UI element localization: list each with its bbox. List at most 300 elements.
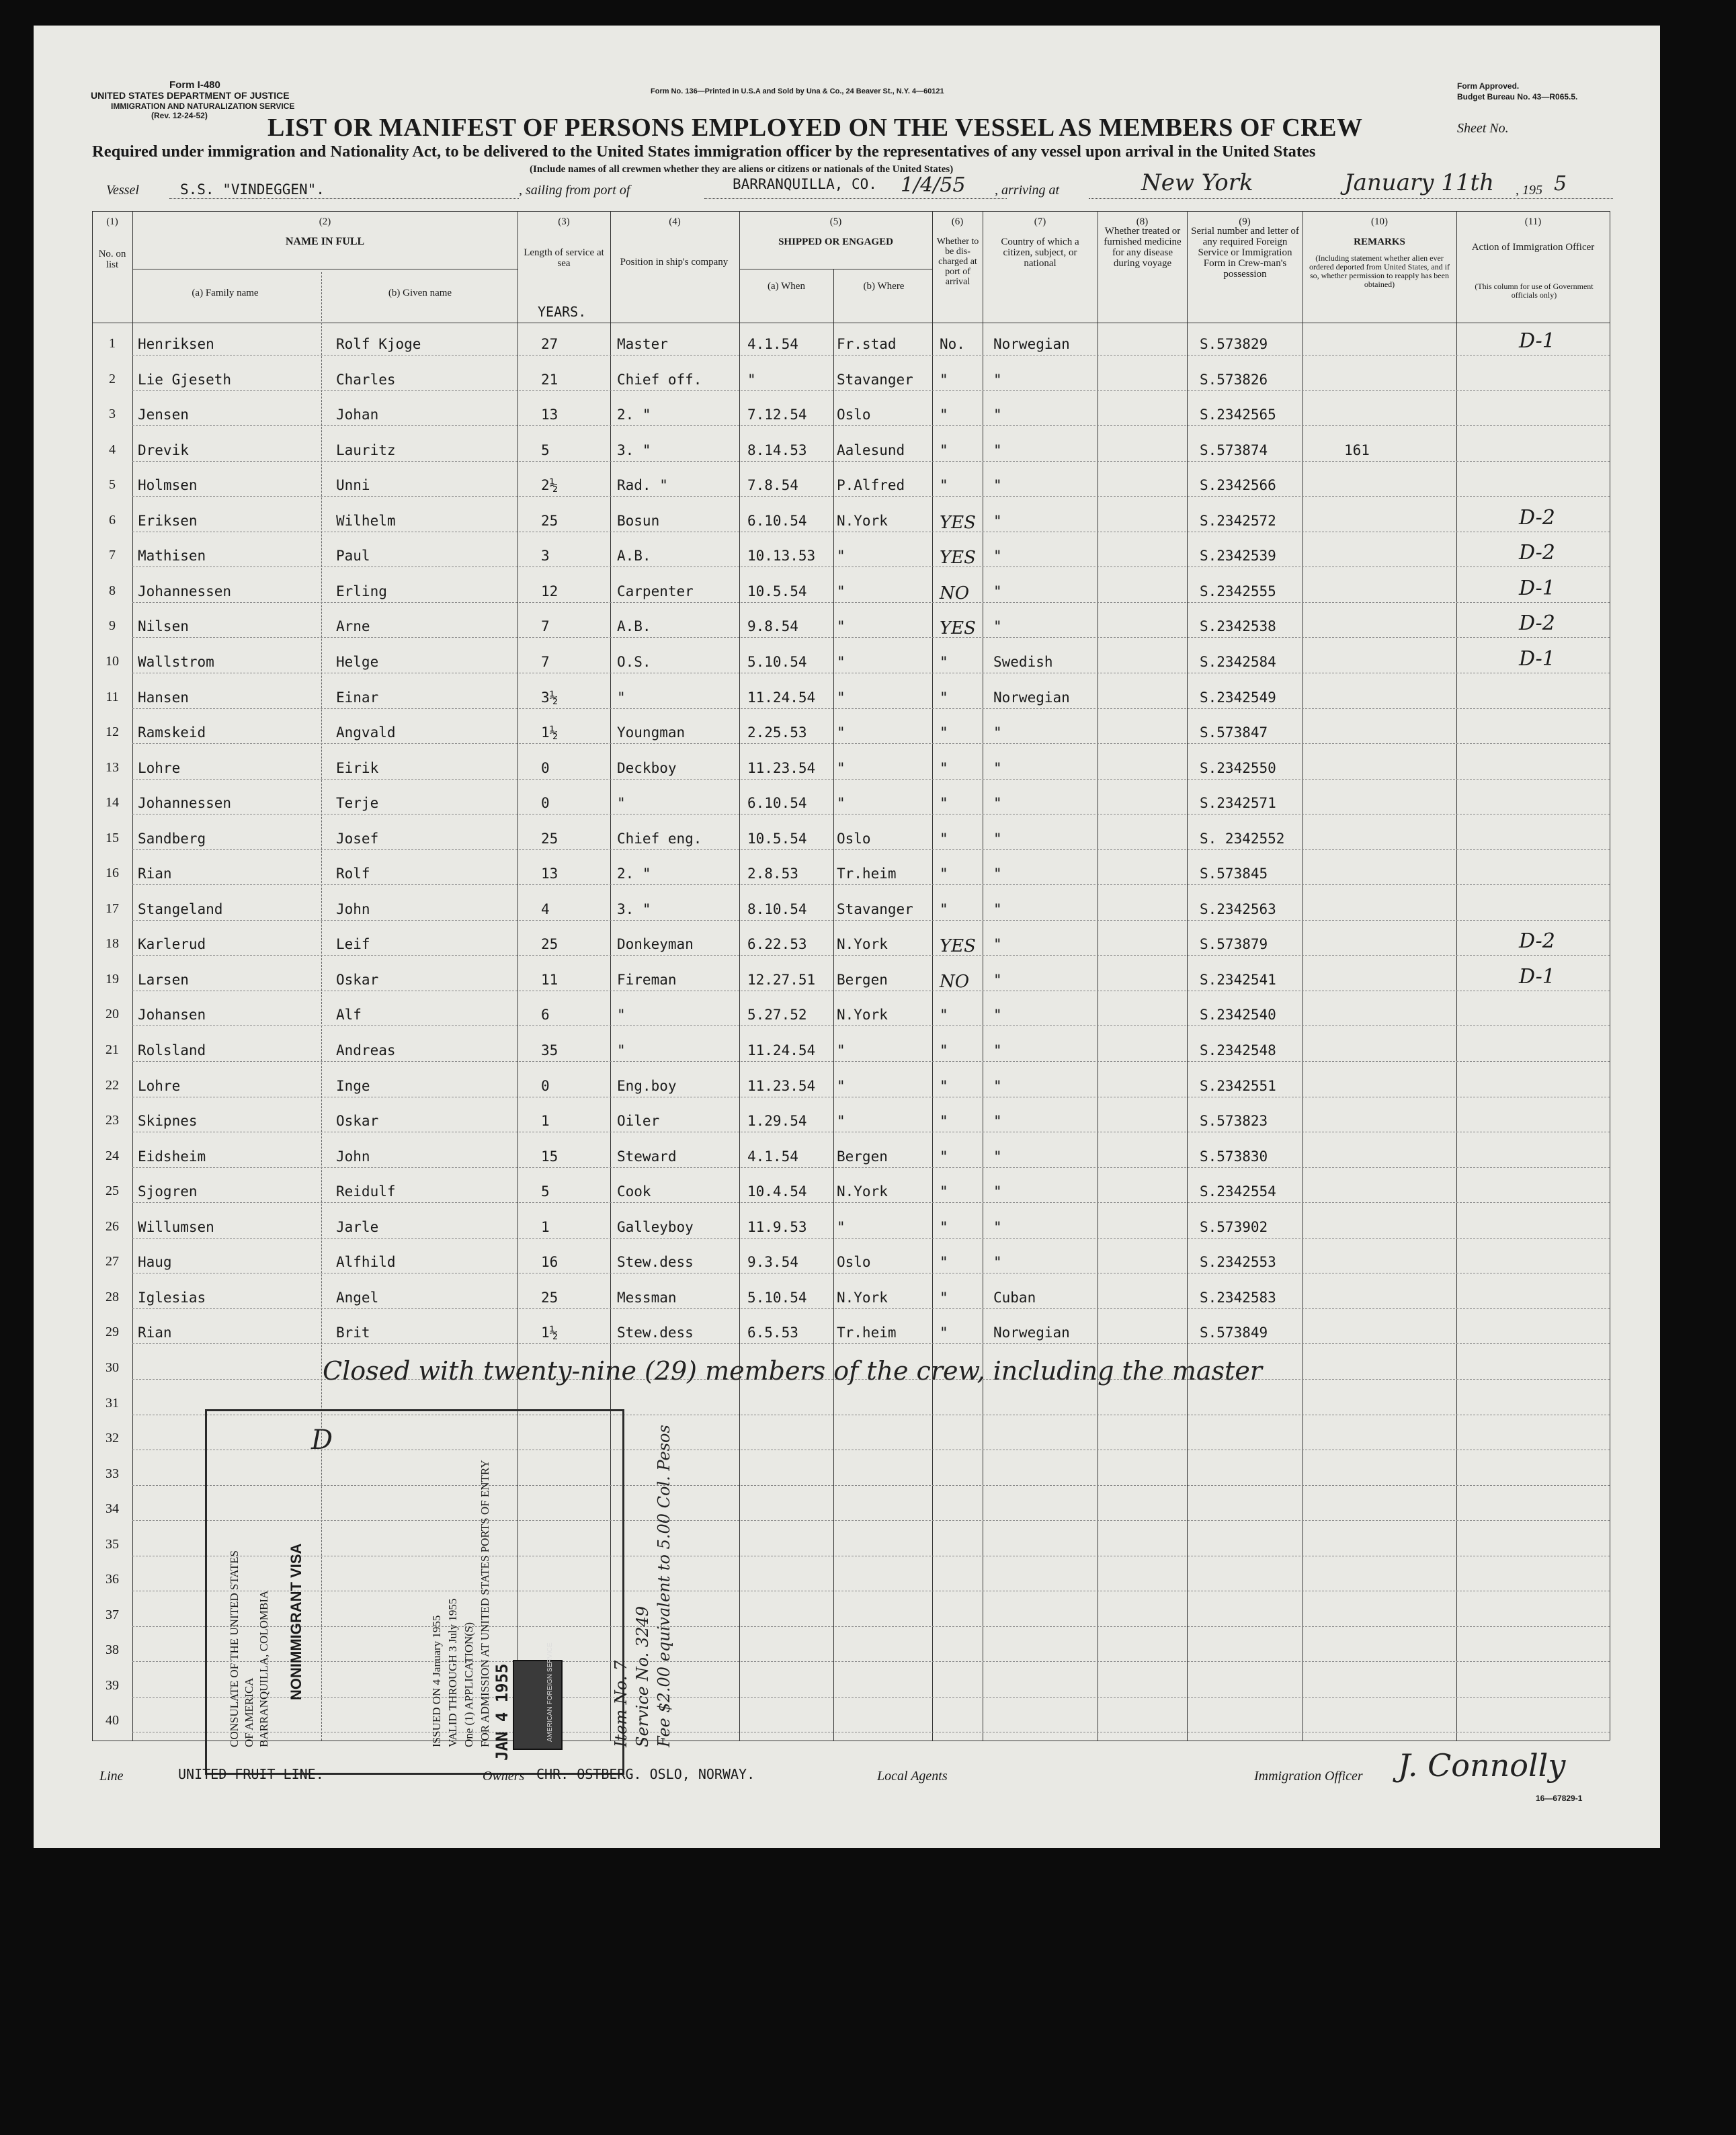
cell-position: Rad. " [617, 477, 668, 494]
owners-value: CHR. OSTBERG. OSLO, NORWAY. [536, 1766, 755, 1782]
cell-given-name: Alf [336, 1007, 362, 1023]
cell-shipped-when: 9.8.54 [747, 618, 798, 635]
row-number: 11 [106, 689, 119, 704]
local-agents-label: Local Agents [877, 1769, 948, 1784]
cell-years-of-service: 0 [541, 1077, 550, 1094]
cell-shipped-where: Oslo [837, 830, 871, 847]
colnum-4: (4) [669, 216, 681, 227]
cell-serial-number: S.2342550 [1200, 759, 1276, 776]
row-number: 36 [106, 1572, 119, 1587]
cell-shipped-where: " [837, 618, 845, 635]
cell-discharged: NO [940, 583, 970, 603]
cell-family-name: Rian [138, 866, 172, 882]
cell-discharged: " [940, 1254, 948, 1271]
header-serial: Serial number and letter of any required Foreign Service or Immigration Form in Crew-man's possession [1191, 226, 1299, 280]
budget-bureau: Budget Bureau No. 43—R065.5. [1457, 92, 1578, 101]
cell-position: Carpenter [617, 583, 694, 599]
cell-given-name: Leif [336, 936, 370, 953]
cell-position: O.S. [617, 653, 651, 670]
cell-discharged: " [940, 795, 948, 812]
cell-given-name: Helge [336, 653, 379, 670]
cell-given-name: John [336, 1148, 370, 1165]
cell-family-name: Eriksen [138, 512, 198, 529]
vessel-underline [169, 198, 519, 199]
cell-shipped-when: 8.10.54 [747, 901, 807, 917]
cell-shipped-when: 2.25.53 [747, 724, 807, 741]
cell-discharged: NO [940, 971, 970, 992]
cell-country: " [993, 724, 1002, 741]
cell-position: Fireman [617, 971, 677, 988]
header-remarks: REMARKS [1354, 237, 1405, 247]
stamp-fee: Fee $2.00 equivalent to 5.00 Col. Pesos [655, 1425, 673, 1747]
cell-position: Galleyboy [617, 1218, 694, 1235]
cell-given-name: Oskar [336, 1113, 379, 1130]
row-number: 1 [109, 336, 116, 351]
cell-serial-number: S.2342571 [1200, 795, 1276, 812]
arriving-port: New York [1141, 169, 1253, 196]
stamp-issued: ISSUED ON 4 January 1955 [430, 1615, 443, 1747]
cell-shipped-when: 7.12.54 [747, 407, 807, 423]
cell-years-of-service: 21 [541, 371, 559, 388]
cell-shipped-where: " [837, 724, 845, 741]
row-rule [132, 1061, 1610, 1062]
row-number: 32 [106, 1431, 119, 1446]
cell-discharged: " [940, 724, 948, 741]
cell-years-of-service: 25 [541, 936, 559, 953]
row-number: 29 [106, 1325, 119, 1340]
cell-discharged: YES [940, 618, 976, 639]
cell-position: " [617, 689, 626, 706]
row-number: 35 [106, 1536, 119, 1552]
row-rule [132, 743, 1610, 744]
row-number: 37 [106, 1607, 119, 1622]
row-number: 18 [106, 936, 119, 952]
row-number: 9 [109, 618, 116, 634]
cell-shipped-when: 9.3.54 [747, 1254, 798, 1271]
cell-family-name: Rian [138, 1325, 172, 1341]
colnum-11: (11) [1524, 216, 1542, 227]
cell-shipped-when: 5.10.54 [747, 653, 807, 670]
row-number: 19 [106, 971, 119, 987]
row-rule [132, 849, 1610, 850]
cell-serial-number: S.2342541 [1200, 971, 1276, 988]
cell-given-name: Rolf Kjoge [336, 336, 421, 352]
cell-years-of-service: 5 [541, 1183, 550, 1200]
page-title: LIST OR MANIFEST OF PERSONS EMPLOYED ON THE VESSEL AS MEMBERS OF CREW [267, 114, 1363, 142]
cell-family-name: Nilsen [138, 618, 189, 635]
cell-shipped-where: Bergen [837, 1148, 888, 1165]
cell-years-of-service: 1½ [541, 724, 559, 741]
cell-country: Swedish [993, 653, 1053, 670]
arriving-label: , arriving at [995, 183, 1060, 198]
cell-years-of-service: 0 [541, 795, 550, 812]
cell-family-name: Lie Gjeseth [138, 371, 232, 388]
cell-country: " [993, 759, 1002, 776]
row-number: 33 [106, 1466, 119, 1481]
cell-shipped-when: 10.4.54 [747, 1183, 807, 1200]
cell-shipped-when: 5.27.52 [747, 1007, 807, 1023]
cell-given-name: Josef [336, 830, 379, 847]
row-number: 2 [109, 371, 116, 386]
row-number: 20 [106, 1007, 119, 1022]
header-name-in-full: NAME IN FULL [285, 236, 365, 247]
cell-years-of-service: 13 [541, 866, 559, 882]
cell-shipped-when: 11.24.54 [747, 1042, 816, 1058]
row-number: 39 [106, 1677, 119, 1693]
cell-shipped-where: Aalesund [837, 442, 905, 458]
cell-discharged: " [940, 1183, 948, 1200]
cell-serial-number: S.2342549 [1200, 689, 1276, 706]
cell-family-name: Rolsland [138, 1042, 206, 1058]
row-rule [132, 637, 1610, 638]
cell-discharged: " [940, 1113, 948, 1130]
cell-shipped-where: Stavanger [837, 371, 913, 388]
cell-years-of-service: 16 [541, 1254, 559, 1271]
cell-years-of-service: 3 [541, 548, 550, 564]
cell-discharged: " [940, 1042, 948, 1058]
row-number: 28 [106, 1289, 119, 1304]
cell-shipped-when: 11.9.53 [747, 1218, 807, 1235]
header-years-unit: YEARS. [538, 304, 587, 320]
row-rule [132, 1308, 1610, 1309]
cell-years-of-service: 25 [541, 512, 559, 529]
stamp-consulate-line-3: BARRANQUILLA, COLOMBIA [257, 1590, 270, 1747]
header-position: Position in ship's company [620, 257, 729, 267]
row-number: 26 [106, 1218, 119, 1234]
cell-position: " [617, 795, 626, 812]
colnum-8: (8) [1136, 216, 1149, 227]
header-medicine: Whether treated or furnished medicine for any disease during voyage [1104, 226, 1182, 269]
stamp-applications: One (1) APPLICATION(S) [462, 1622, 475, 1747]
cell-position: Cook [617, 1183, 651, 1200]
cell-position: Eng.boy [617, 1077, 677, 1094]
cell-position: Stew.dess [617, 1325, 694, 1341]
cell-given-name: Rolf [336, 866, 370, 882]
cell-years-of-service: 4 [541, 901, 550, 917]
cell-family-name: Eidsheim [138, 1148, 206, 1165]
cell-serial-number: S.573830 [1200, 1148, 1268, 1165]
cell-remarks: 161 [1344, 442, 1370, 458]
cell-position: Donkeyman [617, 936, 694, 953]
cell-years-of-service: 1½ [541, 1325, 559, 1341]
cell-given-name: Paul [336, 548, 370, 564]
row-number: 23 [106, 1113, 119, 1128]
cell-years-of-service: 7 [541, 618, 550, 635]
colnum-3: (3) [558, 216, 570, 227]
cell-serial-number: S.2342540 [1200, 1007, 1276, 1023]
cell-years-of-service: 6 [541, 1007, 550, 1023]
fee-stamp [513, 1642, 563, 1750]
row-number: 13 [106, 759, 119, 775]
cell-family-name: Wallstrom [138, 653, 214, 670]
cell-given-name: Wilhelm [336, 512, 396, 529]
cell-country: " [993, 1113, 1002, 1130]
cell-shipped-where: " [837, 1218, 845, 1235]
row-rule [132, 955, 1610, 956]
cell-shipped-where: " [837, 689, 845, 706]
header-where: (b) Where [863, 281, 905, 292]
cell-action-code: D-1 [1519, 576, 1555, 600]
cell-shipped-where: " [837, 1042, 845, 1058]
cell-serial-number: S.573845 [1200, 866, 1268, 882]
cell-years-of-service: 13 [541, 407, 559, 423]
cell-discharged: " [940, 1289, 948, 1306]
row-number: 7 [109, 548, 116, 563]
cell-family-name: Willumsen [138, 1218, 214, 1235]
col-border-8 [1187, 211, 1188, 1741]
header-when: (a) When [768, 281, 805, 292]
stamp-consulate-line-2: OF AMERICA [243, 1677, 255, 1747]
row-number: 16 [106, 866, 119, 881]
row-rule [132, 461, 1610, 462]
cell-discharged: " [940, 1077, 948, 1094]
cell-serial-number: S.2342548 [1200, 1042, 1276, 1058]
cell-country: " [993, 1077, 1002, 1094]
cell-years-of-service: 1 [541, 1218, 550, 1235]
page-subnote: (Include names of all crewmen whether they are aliens or citizens or nationals of the United States) [530, 164, 954, 175]
col-border-1 [132, 211, 133, 1741]
cell-country: " [993, 1218, 1002, 1235]
cell-given-name: Einar [336, 689, 379, 706]
cell-discharged: " [940, 407, 948, 423]
cell-position: Bosun [617, 512, 660, 529]
stamp-visa-type: NONIMMIGRANT VISA [288, 1543, 304, 1700]
cell-position: Chief off. [617, 371, 702, 388]
vessel-name: S.S. "VINDEGGEN". [180, 181, 325, 198]
cell-shipped-where: N.York [837, 1007, 888, 1023]
cell-years-of-service: 0 [541, 759, 550, 776]
header-action-note: (This column for use of Government officials only) [1475, 282, 1594, 300]
row-number: 38 [106, 1642, 119, 1658]
agency-line-1: UNITED STATES DEPARTMENT OF JUSTICE [91, 90, 290, 101]
cell-shipped-when: 6.10.54 [747, 795, 807, 812]
cell-shipped-when: 4.1.54 [747, 1148, 798, 1165]
row-rule [132, 884, 1610, 885]
col-border-10 [1456, 211, 1457, 1741]
cell-serial-number: S.573826 [1200, 371, 1268, 388]
cell-shipped-where: " [837, 759, 845, 776]
agency-line-2: IMMIGRATION AND NATURALIZATION SERVICE [111, 101, 295, 111]
cell-position: 2. " [617, 407, 651, 423]
cell-discharged: " [940, 653, 948, 670]
stamp-visa-class: D [311, 1425, 333, 1456]
cell-position: " [617, 1042, 626, 1058]
cell-shipped-when: 7.8.54 [747, 477, 798, 494]
cell-years-of-service: 12 [541, 583, 559, 599]
cell-country: " [993, 371, 1002, 388]
cell-shipped-where: Oslo [837, 1254, 871, 1271]
cell-family-name: Larsen [138, 971, 189, 988]
cell-serial-number: S.2342555 [1200, 583, 1276, 599]
row-number: 4 [109, 442, 116, 457]
cell-shipped-when: 8.14.53 [747, 442, 807, 458]
year-prefix: , 195 [1516, 183, 1542, 198]
cell-serial-number: S.2342572 [1200, 512, 1276, 529]
cell-serial-number: S.2342563 [1200, 901, 1276, 917]
cell-country: " [993, 795, 1002, 812]
cell-country: " [993, 1007, 1002, 1023]
form-approved: Form Approved. [1457, 81, 1520, 91]
cell-discharged: " [940, 1007, 948, 1023]
cell-shipped-when: 4.1.54 [747, 336, 798, 352]
cell-discharged: YES [940, 512, 976, 533]
row-rule [132, 602, 1610, 603]
cell-shipped-when: 11.24.54 [747, 689, 816, 706]
page-subtitle: Required under immigration and Nationality Act, to be delivered to the United States immigration officer by the representatives of any vessel upon arrival in the United States [92, 142, 1316, 161]
cell-country: Cuban [993, 1289, 1036, 1306]
cell-serial-number: S.573874 [1200, 442, 1268, 458]
cell-action-code: D-2 [1519, 929, 1555, 954]
sailing-underline [704, 198, 1007, 199]
cell-shipped-when: 10.5.54 [747, 583, 807, 599]
colnum-10: (10) [1371, 216, 1388, 227]
stamp-validity [429, 1460, 493, 1747]
row-rule [132, 390, 1610, 391]
cell-position: Chief eng. [617, 830, 702, 847]
col-border-4 [739, 211, 740, 1741]
cell-discharged: YES [940, 548, 976, 569]
cell-discharged: " [940, 901, 948, 917]
cell-family-name: Karlerud [138, 936, 206, 953]
form-code: 16—67829-1 [1536, 1794, 1583, 1803]
cell-shipped-where: Tr.heim [837, 1325, 897, 1341]
cell-discharged: " [940, 477, 948, 494]
cell-serial-number: S.2342554 [1200, 1183, 1276, 1200]
sailing-label: , sailing from port of [519, 183, 630, 198]
line-label: Line [99, 1769, 124, 1784]
cell-serial-number: S.573847 [1200, 724, 1268, 741]
cell-position: Steward [617, 1148, 677, 1165]
cell-shipped-when: 11.23.54 [747, 759, 816, 776]
cell-position: " [617, 1007, 626, 1023]
cell-country: " [993, 901, 1002, 917]
cell-country: " [993, 830, 1002, 847]
row-number: 5 [109, 477, 116, 493]
fee-stamp-label: AMERICAN FOREIGN SERVICE [546, 1642, 554, 1742]
stamp-consulate [227, 1550, 272, 1747]
cell-serial-number: S.2342583 [1200, 1289, 1276, 1306]
cell-shipped-when: 5.10.54 [747, 1289, 807, 1306]
colnum-1: (1) [106, 216, 118, 227]
cell-shipped-when: 12.27.51 [747, 971, 816, 988]
row-number: 15 [106, 830, 119, 845]
cell-given-name: Jarle [336, 1218, 379, 1235]
cell-years-of-service: 35 [541, 1042, 559, 1058]
cell-action-code: D-1 [1519, 329, 1555, 353]
cell-country: " [993, 442, 1002, 458]
arriving-underline [1089, 198, 1613, 199]
row-number: 14 [106, 795, 119, 810]
cell-shipped-when: 6.22.53 [747, 936, 807, 953]
header-shipped-engaged: SHIPPED OR ENGAGED [778, 237, 893, 247]
cell-country: " [993, 936, 1002, 953]
cell-country: " [993, 1148, 1002, 1165]
cell-serial-number: S.2342538 [1200, 618, 1276, 635]
cell-shipped-when: 2.8.53 [747, 866, 798, 882]
row-rule [132, 920, 1610, 921]
cell-shipped-where: N.York [837, 1183, 888, 1200]
cell-shipped-where: Oslo [837, 407, 871, 423]
colnum-9: (9) [1239, 216, 1251, 227]
cell-family-name: Hansen [138, 689, 189, 706]
cell-position: Youngman [617, 724, 686, 741]
row-number: 12 [106, 724, 119, 740]
cell-position: A.B. [617, 548, 651, 564]
officer-signature: J. Connolly [1398, 1747, 1566, 1784]
cell-given-name: Oskar [336, 971, 379, 988]
stamp-service-block [610, 1425, 675, 1747]
sailing-port: BARRANQUILLA, CO. [733, 176, 877, 192]
table-top-rule [92, 211, 1610, 212]
cell-shipped-when: 10.13.53 [747, 548, 816, 564]
cell-country: Norwegian [993, 1325, 1070, 1341]
header-given-name: (b) Given name [388, 288, 452, 298]
cell-discharged: " [940, 689, 948, 706]
cell-position: Oiler [617, 1113, 660, 1130]
owners-label: Owners [483, 1769, 525, 1784]
cell-family-name: Stangeland [138, 901, 223, 917]
sailing-date: 1/4/55 [901, 173, 966, 197]
arriving-date: January 11th [1344, 169, 1495, 196]
cell-family-name: Henriksen [138, 336, 214, 352]
cell-years-of-service: 15 [541, 1148, 559, 1165]
cell-given-name: Terje [336, 795, 379, 812]
printer-line: Form No. 136—Printed in U.S.A and Sold by Una & Co., 24 Beaver St., N.Y. 4—60121 [651, 87, 944, 95]
cell-action-code: D-1 [1519, 646, 1555, 671]
cell-years-of-service: 25 [541, 830, 559, 847]
cell-shipped-where: " [837, 1077, 845, 1094]
row-rule [132, 708, 1610, 709]
header-remarks-note: (Including statement whether alien ever ordered deported from United States, and if so, whether permission to reapply has been obtained) [1309, 253, 1450, 289]
cell-shipped-when: 11.23.54 [747, 1077, 816, 1094]
row-number: 17 [106, 901, 119, 916]
cell-shipped-where: " [837, 548, 845, 564]
cell-discharged: " [940, 866, 948, 882]
row-rule [132, 425, 1610, 426]
cell-discharged: " [940, 371, 948, 388]
cell-discharged: YES [940, 936, 976, 957]
row-number: 21 [106, 1042, 119, 1057]
cell-serial-number: S.573879 [1200, 936, 1268, 953]
cell-given-name: Lauritz [336, 442, 396, 458]
cell-shipped-where: " [837, 583, 845, 599]
cell-position: 3. " [617, 901, 651, 917]
cell-serial-number: S.573823 [1200, 1113, 1268, 1130]
cell-country: " [993, 971, 1002, 988]
cell-given-name: Angel [336, 1289, 379, 1306]
cell-position: Messman [617, 1289, 677, 1306]
cell-years-of-service: 2½ [541, 477, 559, 494]
cell-given-name: Charles [336, 371, 396, 388]
stamp-date: JAN 4 1955 [493, 1663, 511, 1761]
cell-years-of-service: 27 [541, 336, 559, 352]
cell-given-name: Arne [336, 618, 370, 635]
cell-given-name: Andreas [336, 1042, 396, 1058]
cell-country: " [993, 1042, 1002, 1058]
row-rule [132, 1167, 1610, 1168]
cell-shipped-where: " [837, 653, 845, 670]
cell-years-of-service: 3½ [541, 689, 559, 706]
row-rule [132, 1202, 1610, 1203]
cell-shipped-where: " [837, 1113, 845, 1130]
row-number: 25 [106, 1183, 119, 1199]
cell-position: Deckboy [617, 759, 677, 776]
cell-position: 2. " [617, 866, 651, 882]
cell-position: A.B. [617, 618, 651, 635]
cell-discharged: " [940, 1218, 948, 1235]
cell-country: " [993, 512, 1002, 529]
cell-discharged: " [940, 1148, 948, 1165]
